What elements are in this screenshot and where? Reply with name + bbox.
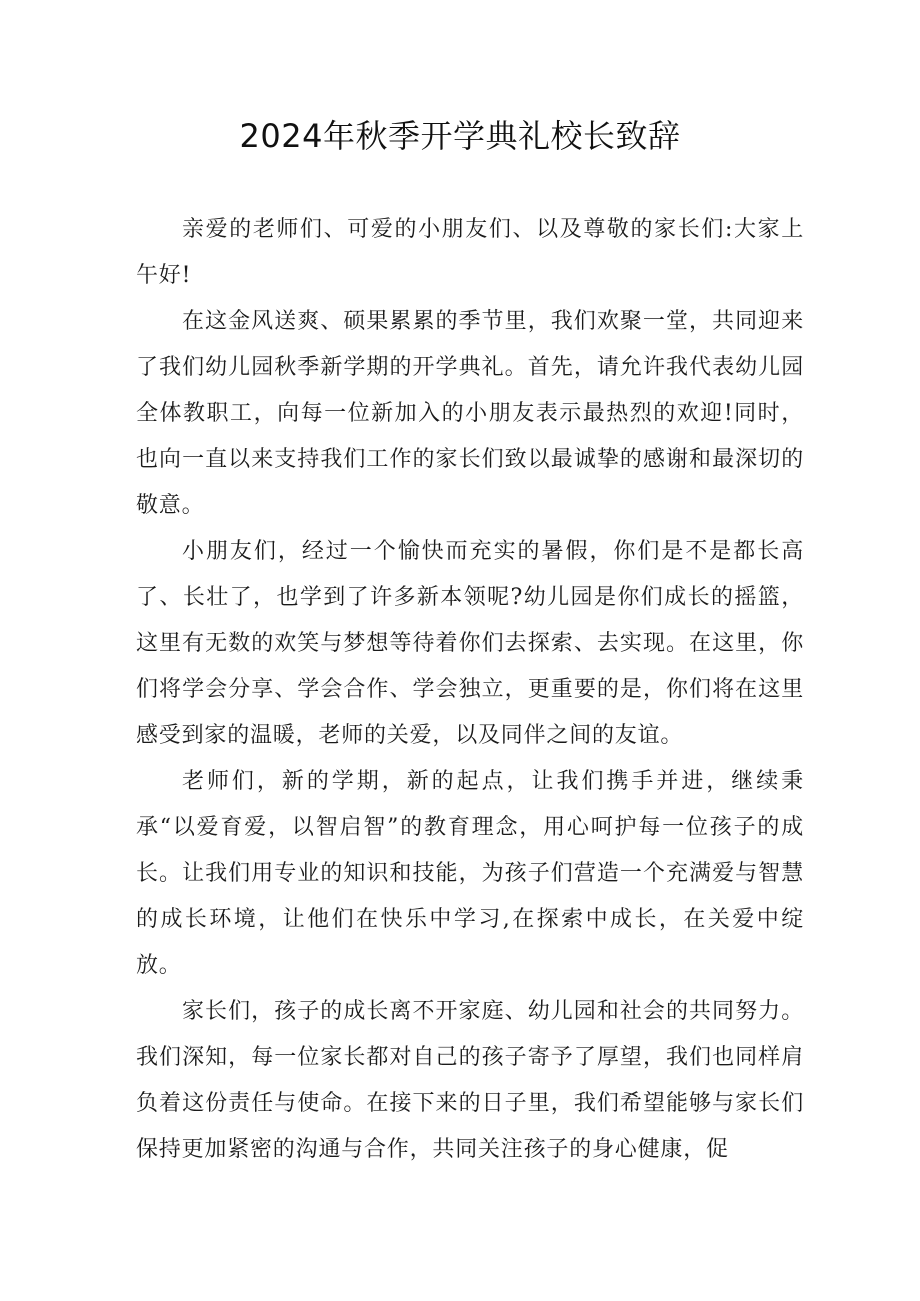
paragraph-welcome: 在这金风送爽、硕果累累的季节里，我们欢聚一堂，共同迎来了我们幼儿园秋季新学期的开学典礼。首先，请允许我代表幼儿园全体教职工，向每一位新加入的小朋友表示最热烈的欢迎!同时，也向一直以来支持我们工作的家长们致以最诚挚的感谢和最深切的敬意。 <box>136 309 804 518</box>
paragraph-parents: 家长们，孩子的成长离不开家庭、幼儿园和社会的共同努力。我们深知，每一位家长都对自己的孩子寄予了厚望，我们也同样肩负着这份责任与使命。在接下来的日子里，我们希望能够与家长们保持更加紧密的沟通与合作，共同关注孩子的身心健康，促 <box>136 999 804 1162</box>
paragraph-greeting: 亲爱的老师们、可爱的小朋友们、以及尊敬的家长们:大家上午好! <box>136 217 804 288</box>
paragraph-teachers: 老师们，新的学期，新的起点，让我们携手并进，继续秉承“以爱育爱，以智启智”的教育理念，用心呵护每一位孩子的成长。让我们用专业的知识和技能，为孩子们营造一个充满爱与智慧的成长环境，让他们在快乐中学习,在探索中成长，在关爱中绽放。 <box>136 769 804 978</box>
paragraph-children: 小朋友们，经过一个愉快而充实的暑假，你们是不是都长高了、长壮了，也学到了许多新本领呢?幼儿园是你们成长的摇篮，这里有无数的欢笑与梦想等待着你们去探索、去实现。在这里，你们将学会分享、学会合作、学会独立，更重要的是，你们将在这里感受到家的温暖，老师的关爱，以及同伴之间的友谊。 <box>136 539 804 748</box>
document-title: 2024年秋季开学典礼校长致辞 <box>239 117 681 155</box>
document-body <box>136 207 804 1173</box>
